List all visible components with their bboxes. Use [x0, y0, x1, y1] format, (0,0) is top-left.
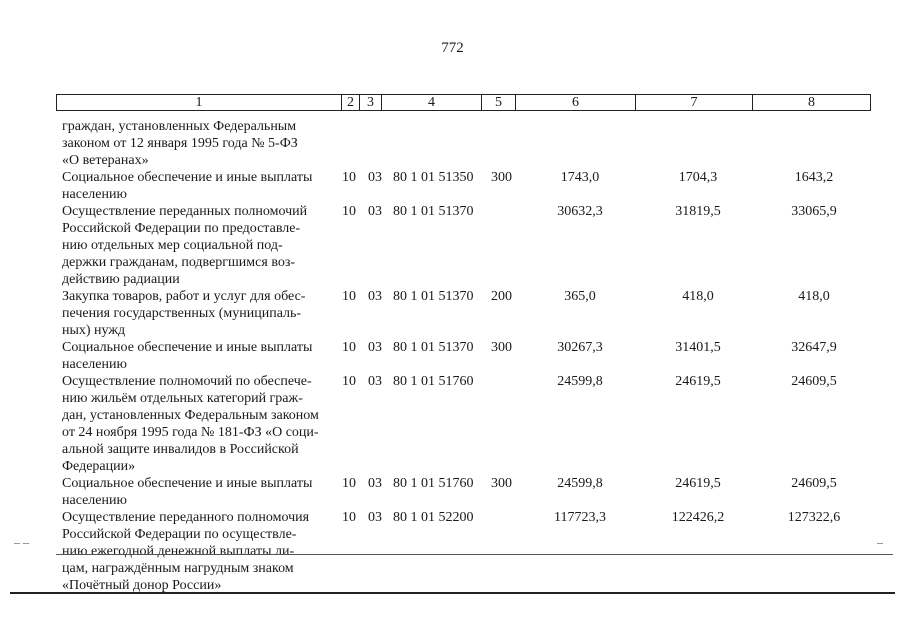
- razdel-code: 10: [342, 170, 356, 185]
- row-description: [62, 203, 333, 288]
- scan-mark: – –: [14, 535, 29, 549]
- amount-col-6: 1743,0: [560, 170, 600, 185]
- target-article-code: 80 1 01 51370: [393, 289, 474, 304]
- row-description-line: законом от 12 января 1995 года № 5-ФЗ: [62, 136, 298, 151]
- amount-col-8: 32647,9: [791, 340, 837, 355]
- row-description: [62, 288, 333, 339]
- target-article-code: 80 1 01 51760: [393, 374, 474, 389]
- scan-mark: –: [877, 535, 883, 549]
- page-bottom-rule: [10, 592, 895, 594]
- row-description-line: держки гражданам, подвергшимся воз-: [62, 255, 296, 270]
- row-description-line: Осуществление переданного полномочия: [62, 510, 310, 525]
- header-col-7: 7: [636, 95, 753, 110]
- amount-col-8: 33065,9: [791, 204, 837, 219]
- row-description: [62, 373, 333, 475]
- amount-col-6: 30632,3: [557, 204, 603, 219]
- row-description-line: Социальное обеспечение и иные выплаты: [62, 170, 313, 185]
- table-row: [0, 169, 905, 203]
- amount-col-7: 1704,3: [678, 170, 718, 185]
- table-row: [0, 203, 905, 288]
- header-col-4: 4: [382, 95, 482, 110]
- podrazdel-code: 03: [368, 374, 382, 389]
- row-description-line: действию радиации: [62, 272, 180, 287]
- row-description-line: населению: [62, 187, 127, 202]
- target-article-code: 80 1 01 51370: [393, 204, 474, 219]
- row-description-line: Социальное обеспечение и иные выплаты: [62, 340, 313, 355]
- amount-col-6: 117723,3: [554, 510, 606, 525]
- table-row: [0, 509, 905, 594]
- table-row: [0, 475, 905, 509]
- table-row: [0, 288, 905, 339]
- table-row: [0, 339, 905, 373]
- target-article-code: 80 1 01 52200: [393, 510, 474, 525]
- table-header: [56, 94, 871, 111]
- podrazdel-code: 03: [368, 476, 382, 491]
- amount-col-8: 24609,5: [791, 476, 837, 491]
- razdel-code: 10: [342, 374, 356, 389]
- row-description-line: дан, установленных Федеральным законом: [62, 408, 319, 423]
- row-description: [62, 169, 333, 203]
- target-article-code: 80 1 01 51760: [393, 476, 474, 491]
- page-number: 772: [441, 40, 464, 56]
- podrazdel-code: 03: [368, 340, 382, 355]
- row-description-line: населению: [62, 357, 127, 372]
- podrazdel-code: 03: [368, 289, 382, 304]
- amount-col-8: 127322,6: [787, 510, 841, 525]
- divider-line: [56, 554, 893, 555]
- row-description-line: ных) нужд: [62, 323, 126, 338]
- amount-col-8: 418,0: [798, 289, 830, 304]
- row-description-line: «О ветеранах»: [62, 153, 149, 168]
- expense-type-code: 300: [491, 340, 512, 355]
- row-description-line: Социальное обеспечение и иные выплаты: [62, 476, 313, 491]
- row-description: [62, 475, 333, 509]
- row-description-line: граждан, установленных Федеральным: [62, 119, 297, 134]
- row-description-line: печения государственных (муниципаль-: [62, 306, 302, 321]
- amount-col-7: 31819,5: [675, 204, 721, 219]
- razdel-code: 10: [342, 476, 356, 491]
- header-col-1: 1: [57, 95, 342, 110]
- target-article-code: 80 1 01 51370: [393, 340, 474, 355]
- row-description-line: Закупка товаров, работ и услуг для обес-: [62, 289, 306, 304]
- row-description-line: нию отдельных мер социальной под-: [62, 238, 283, 253]
- expense-type-code: 300: [491, 476, 512, 491]
- row-description-line: нию ежегодной денежной выплаты ли-: [62, 544, 295, 559]
- target-article-code: 80 1 01 51350: [393, 170, 474, 185]
- amount-col-6: 24599,8: [557, 476, 603, 491]
- table-row: [0, 373, 905, 475]
- amount-col-6: 365,0: [564, 289, 596, 304]
- amount-col-6: 24599,8: [557, 374, 603, 389]
- row-description-line: Осуществление переданных полномочий: [62, 204, 308, 219]
- row-description-line: Российской Федерации по предоставле-: [62, 221, 301, 236]
- header-col-6: 6: [516, 95, 636, 110]
- expense-type-code: 300: [491, 170, 512, 185]
- podrazdel-code: 03: [368, 204, 382, 219]
- row-description-line: альной защите инвалидов в Российской: [62, 442, 299, 457]
- amount-col-7: 31401,5: [675, 340, 721, 355]
- row-description-line: Осуществление полномочий по обеспече-: [62, 374, 312, 389]
- amount-col-8: 24609,5: [791, 374, 837, 389]
- podrazdel-code: 03: [368, 510, 382, 525]
- row-description-line: Российской Федерации по осуществле-: [62, 527, 297, 542]
- amount-col-7: 24619,5: [675, 476, 721, 491]
- amount-col-7: 122426,2: [671, 510, 725, 525]
- razdel-code: 10: [342, 204, 356, 219]
- header-col-3: 3: [360, 95, 382, 110]
- expense-type-code: 200: [491, 289, 512, 304]
- row-description-line: Федерации»: [62, 459, 136, 474]
- row-description-line: цам, награждённым нагрудным знаком: [62, 561, 294, 576]
- podrazdel-code: 03: [368, 170, 382, 185]
- header-col-2: 2: [342, 95, 360, 110]
- row-description: [62, 339, 333, 373]
- row-description-line: населению: [62, 493, 127, 508]
- header-col-5: 5: [482, 95, 516, 110]
- row-description-line: нию жильём отдельных категорий граж-: [62, 391, 303, 406]
- amount-col-6: 30267,3: [557, 340, 603, 355]
- row-description-line: «Почётный донор России»: [62, 578, 222, 593]
- razdel-code: 10: [342, 510, 356, 525]
- row-description: [62, 118, 333, 169]
- amount-col-8: 1643,2: [794, 170, 834, 185]
- table-row: [0, 118, 905, 169]
- razdel-code: 10: [342, 340, 356, 355]
- amount-col-7: 24619,5: [675, 374, 721, 389]
- row-description-line: от 24 ноября 1995 года № 181-ФЗ «О соци-: [62, 425, 319, 440]
- header-col-8: 8: [808, 95, 815, 110]
- razdel-code: 10: [342, 289, 356, 304]
- row-description: [62, 509, 333, 594]
- amount-col-7: 418,0: [682, 289, 714, 304]
